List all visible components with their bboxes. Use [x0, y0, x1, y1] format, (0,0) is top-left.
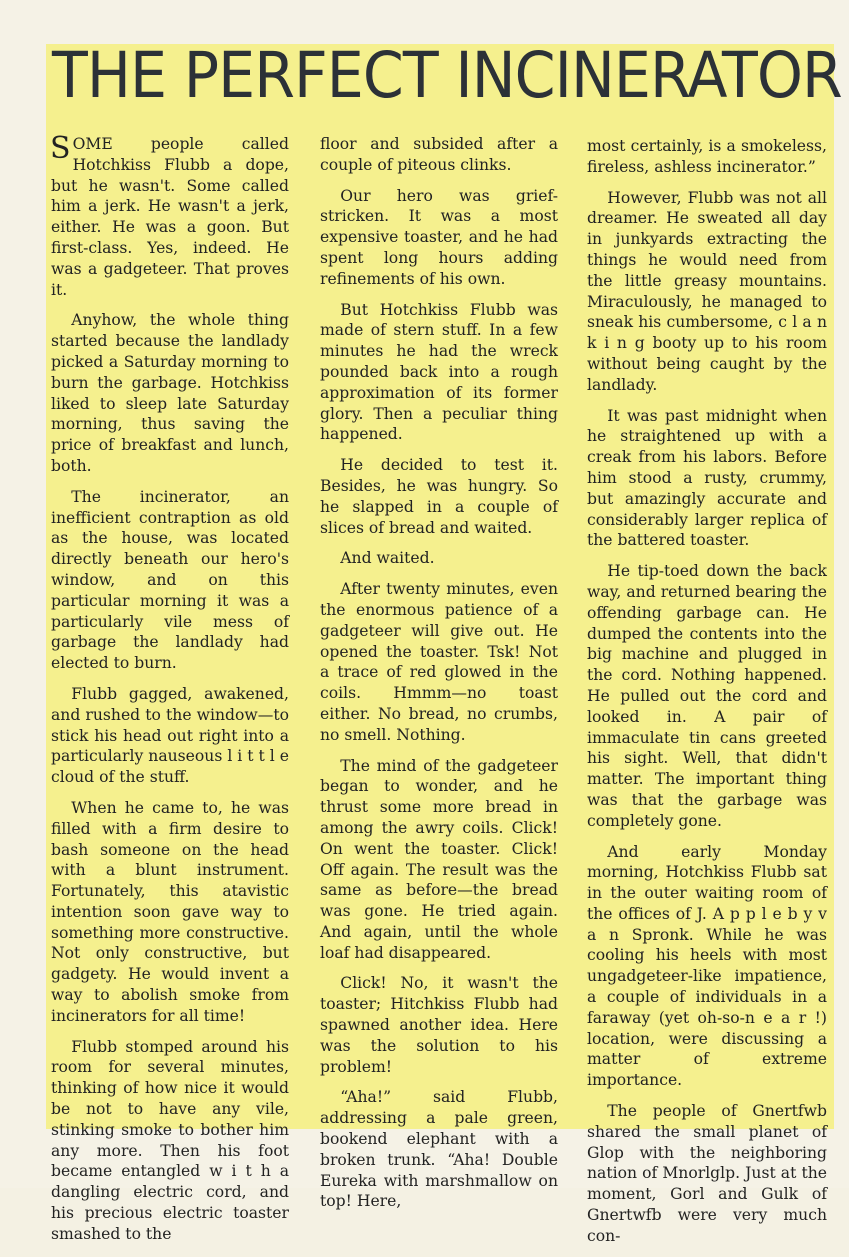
paragraph: But Hotchkiss Flubb was made of stern stuff. In a few minutes he had the wreck pounded back into a rough approximation of its former glory. Then a peculiar thing happened. [320, 300, 558, 444]
paragraph: When he came to, he was filled with a firm desire to bash someone on the head with a blunt instrument. Fortunately, this atavistic intention soon gave way to something more constructive. Not only constructive, but gadgety. He would invent a way to abolish smoke from incinerators for all time! [51, 798, 289, 1025]
paragraph: Flubb stomped around his room for several minutes, thinking of how nice it would be not to have any vile, stinking smoke to bother him any more. Then his foot became entangled w i t h a dangling electric cord, and his precious electric toaster smashed to the [51, 1037, 289, 1243]
paragraph: The people of Gnertfwb shared the small planet of Glop with the neighboring nation of Mnorlglp. Just at the moment, Gorl and Gulk of Gnertwfb were very much con- [587, 1102, 827, 1245]
paragraph: However, Flubb was not all dreamer. He sweated all day in junkyards extracting the things he would need from the little greasy mountains. Miraculously, he managed to sneak his cumbersome, c l a n k i n g booty up to his room without being caught by the landlady. [587, 188, 827, 394]
paragraph: And waited. [340, 549, 435, 568]
paragraph: SOME people called Hotchkiss Flubb a dope, but he wasn't. Some called him a jerk. He wasn't a jerk, either. He was a goon. But first-class. Yes, indeed. He was a gadgeteer. That proves it. [50, 131, 289, 299]
text-column-1 [50, 131, 289, 1255]
paragraph: He tip-toed down the back way, and returned bearing the offending garbage can. He dumped the contents into the big machine and plugged in the cord. Nothing happened. He pulled out the cord and looked in. A pair of immaculate tin cans greeted his sight. Well, that didn't matter. The important thing was that the garbage was completely gone. [587, 562, 827, 830]
paragraph: After twenty minutes, even the enormous patience of a gadgeteer will give out. He opened the toaster. Tsk! Not a trace of red glowed in the coils. Hmmm—no toast either. No bread, no crumbs, no smell. Nothing. [320, 580, 558, 744]
paragraph: And early Monday morning, Hotchkiss Flubb sat in the outer waiting room of the offices of J. A p p l e b y v a n Spronk. While he was cooling his heels with most ungadgeteer-like impatience, a couple of individuals in a faraway (yet oh-so-n e a r !) location, were discussing a matter of extreme importance. [587, 842, 827, 1090]
paragraph: The mind of the gadgeteer began to wonder, and he thrust some more bread in among the awry coils. Click! On went the toaster. Click! Off again. The result was the same as before—the bread was gone. He tried again. And again, until the whole loaf had disappeared. [320, 756, 558, 962]
text-column-3 [587, 136, 827, 1257]
paragraph: floor and subsided after a couple of piteous clinks. [320, 135, 558, 174]
paragraph: Our hero was grief-stricken. It was a most expensive toaster, and he had spent long hours adding refinements of his own. [320, 186, 558, 288]
paragraph: Flubb gagged, awakened, and rushed to the window—to stick his head out right into a particularly nauseous l i t t l e cloud of the stuff. [51, 684, 289, 787]
drop-cap: S [50, 131, 71, 166]
paragraph: He decided to test it. Besides, he was hungry. So he slapped in a couple of slices of bread and waited. [320, 456, 558, 537]
paragraph: “Aha!” said Flubb, addressing a pale green, bookend elephant with a broken trunk. “Aha! Double Eureka with marshmallow on top! Here, [320, 1088, 558, 1211]
paragraph: The incinerator, an inefficient contraption as old as the house, was located directly beneath our hero's window, and on this particular morning it was a particularly vile mess of garbage the landlady had elected to burn. [51, 487, 289, 673]
story-title: THE PERFECT INCINERATOR [52, 39, 842, 112]
paragraph: Anyhow, the whole thing started because the landlady picked a Saturday morning to burn the garbage. Hotchkiss liked to sleep late Saturday morning, thus saving the price of breakfast and lunch, both. [51, 311, 289, 475]
paragraph: It was past midnight when he straightened up with a creak from his labors. Before him stood a rusty, crummy, but amazingly accurate and considerably larger replica of the battered toaster. [587, 406, 827, 550]
text-column-2 [320, 134, 558, 1222]
paragraph: most certainly, is a smokeless, fireless, ashless incinerator.” [587, 137, 827, 176]
paragraph: Click! No, it wasn't the toaster; Hitchkiss Flubb had spawned another idea. Here was the solution to his problem! [320, 974, 558, 1076]
